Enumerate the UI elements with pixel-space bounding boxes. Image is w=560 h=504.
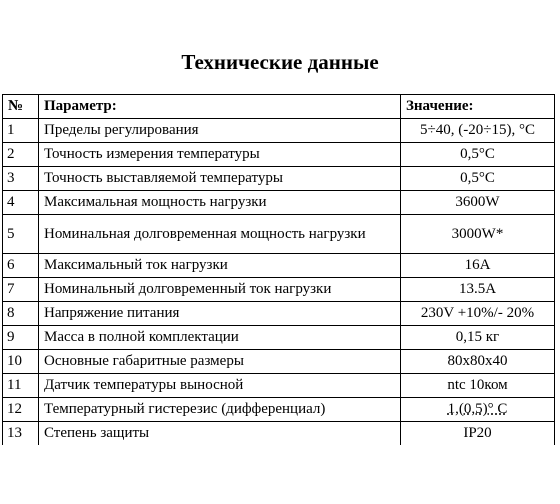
row-value: 0,5°C [401, 167, 555, 191]
row-value [401, 398, 555, 422]
row-value: 3600W [401, 191, 555, 215]
row-value: ntc 10ком [401, 374, 555, 398]
row-value: 5÷40, (-20÷15), °C [401, 119, 555, 143]
table-header-row [3, 95, 555, 119]
row-number: 1 [3, 119, 39, 143]
row-value: 230V +10%/- 20% [401, 302, 555, 326]
row-value: 80x80x40 [401, 350, 555, 374]
hysteresis-value: 1,(0,5)° C [447, 401, 508, 417]
row-value: 3000W* [401, 215, 555, 254]
row-parameter: Максимальный ток нагрузки [39, 254, 401, 278]
row-number: 6 [3, 254, 39, 278]
row-parameter: Точность измерения температуры [39, 143, 401, 167]
row-number: 2 [3, 143, 39, 167]
row-value: 13.5A [401, 278, 555, 302]
table-row [3, 422, 555, 446]
row-parameter: Напряжение питания [39, 302, 401, 326]
row-value: 16A [401, 254, 555, 278]
row-number: 5 [3, 215, 39, 254]
table-row [3, 191, 555, 215]
table-row [3, 302, 555, 326]
row-parameter: Максимальная мощность нагрузки [39, 191, 401, 215]
page-title: Технические данные [181, 50, 379, 74]
row-value: IP20 [401, 422, 555, 446]
row-number: 13 [3, 422, 39, 446]
row-parameter: Номинальная долговременная мощность нагрузки [39, 215, 401, 254]
row-number: 11 [3, 374, 39, 398]
row-number: 7 [3, 278, 39, 302]
row-parameter: Степень защиты [39, 422, 401, 446]
row-parameter: Номинальный долговременный ток нагрузки [39, 278, 401, 302]
row-number: 9 [3, 326, 39, 350]
row-number: 8 [3, 302, 39, 326]
row-number: 3 [3, 167, 39, 191]
row-parameter: Основные габаритные размеры [39, 350, 401, 374]
row-value: 0,5°C [401, 143, 555, 167]
table-row [3, 254, 555, 278]
table-row [3, 143, 555, 167]
row-parameter: Масса в полной комплектации [39, 326, 401, 350]
row-parameter: Точность выставляемой температуры [39, 167, 401, 191]
table-row [3, 278, 555, 302]
row-parameter: Пределы регулирования [39, 119, 401, 143]
table-row [3, 119, 555, 143]
table-row [3, 215, 555, 254]
header-parameter: Параметр: [39, 95, 401, 119]
header-number: № [3, 95, 39, 119]
row-parameter: Температурный гистерезис (дифференциал) [39, 398, 401, 422]
row-number: 10 [3, 350, 39, 374]
table-row [3, 350, 555, 374]
row-value: 0,15 кг [401, 326, 555, 350]
table-row [3, 398, 555, 422]
row-number: 4 [3, 191, 39, 215]
row-number: 12 [3, 398, 39, 422]
technical-data-table [2, 94, 555, 445]
table-row [3, 167, 555, 191]
row-parameter: Датчик температуры выносной [39, 374, 401, 398]
header-value: Значение: [401, 95, 555, 119]
table-row [3, 326, 555, 350]
table-row [3, 374, 555, 398]
